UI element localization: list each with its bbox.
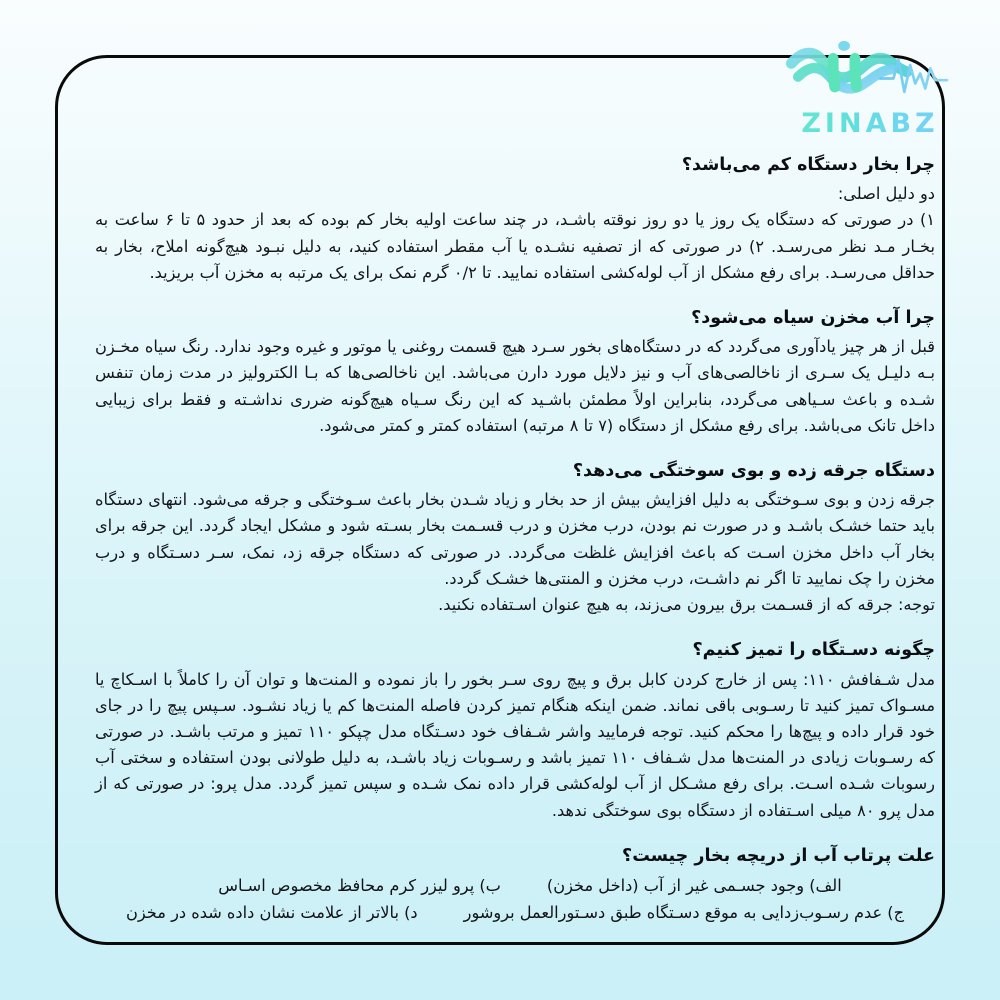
faq-heading: چرا آب مخزن سیاه می‌شود؟ — [691, 308, 935, 329]
faq-section-low-steam — [95, 152, 935, 286]
quiz-option-be[interactable]: ب) پرو لیزر کرم محافظ مخصوص اسـاس — [218, 876, 501, 896]
faq-body — [95, 487, 935, 618]
faq-section-black-water — [95, 305, 935, 439]
faq-heading: چگونه دسـتگاه را تمیز کنیم؟ — [692, 640, 935, 661]
quiz-section — [95, 843, 935, 927]
brand-wordmark: ZINABZ — [775, 110, 965, 137]
dna-ribbon-ecg-icon — [785, 40, 955, 112]
faq-section-spark-burning-smell — [95, 458, 935, 618]
faq-body-text: جرقه زدن و بوی سـوختگی به دلیل افزایش بیش از حد بخار و زیاد شـدن بخار باعث سـوختگی و جرقه می‌شود. انتهای دستگاه باید حتما خشـک باشـد و در صورت نم بودن، درب مخزن و درب قسـمت بخار بسـته شود و مشکل ایجاد گردد. این جرقه برای بخار آب داخل مخزن اسـت که باعث افزایش غلظت می‌گردد. در صورتی که دستگاه جرقه زد، نمک، سـر دسـتگاه و درب مخزن را چک نمایید تا اگر نم داشـت، درب مخزن و المنتی‌ها خشـک گردد. — [95, 490, 935, 588]
quiz-options — [95, 872, 935, 926]
quiz-option-alef[interactable]: الف) وجود جسـمی غیر از آب (داخل مخزن) — [546, 876, 842, 896]
faq-body-text: قبل از هر چیز یادآوری می‌گردد که در دستگاه‌های بخور سـرد هیچ قسمت روغنی یا موتور و غیره وجود ندارد. رنگ سیاه مخـزن بـه دلیـل یک سـری از ناخالصی‌های آب و نیز دلایل مورد دارن می‌باشد. این ناخالصی‌ها که بـا الکترولیز در مدت زمان تنفس شـده و باعث سـیاهی می‌گردد، بنابراین اولاً مطمئن باشـید که این رنگ سـیاه هیچ‌گونه ضرری نداشـته و فقط برای زیبایی داخل تانک می‌باشد. برای رفع مشکل از دستگاه (۷ تا ۸ مرتبه) استفاده کمتر و کمتر می‌شود. — [95, 337, 935, 435]
quiz-options-row — [95, 872, 935, 899]
faq-body — [95, 181, 935, 286]
quiz-options-row — [95, 899, 935, 926]
quiz-heading: علت پرتاب آب از دریچه بخار چیست؟ — [622, 845, 935, 866]
quiz-option-jim[interactable]: ج) عدم رسـوب‌زدایی به موقع دسـتگاه طبق دسـتورالعمل بروشور — [463, 903, 905, 923]
faq-note: توجه: جرقه که از قسـمت برق بیرون می‌زند، به هیچ عنوان اسـتفاده نکنید. — [438, 595, 935, 615]
faq-content — [95, 152, 935, 927]
faq-heading: چرا بخار دستگاه کم می‌باشد؟ — [681, 155, 935, 175]
faq-body-text: مدل شـفافش ۱۱۰: پس از خارج کردن کابل برق و پیچ روی سـر بخور را باز نموده و المنت‌ها و توان آن را کاملاً با اسـکاچ یا مسـواک تمیز کنید تا رسـوبی باقی نماند. ضمن اینکه هنگام تمیز کردن فاصله المنت‌ها کم یا زیاد نشـود. سـپس پیچ را در جای خود قرار داده و پیچ‌ها را محکم کنید. توجه فرمایید واشر شـفاف خود دسـتگاه مدل چپکو ۱۱۰ تمیز و مرتب باشـد. در صورتی که رسـوبات زیادی در المنت‌ها مدل شـفاف ۱۱۰ تمیز باشد و رسـوبات زیاد باشـد، به دلیل طولانی بودن استفاده و سختی آب رسوبات شـده اسـت. برای رفع مشـکل از آب لوله‌کشی قرار داده نمک شـده و سپس تمیز گردد. مدل پرو: در صورتی که از مدل پرو ۸۰ میلی اسـتفاده از دستگاه بوی سوختگی ندهد. — [95, 669, 935, 820]
faq-body-text: ۱) در صورتی که دستگاه یک روز یا دو روز نوقته باشـد، در چند ساعت اولیه بخار کم بوده که بعد از حدود ۵ تا ۶ ساعت به بخـار مـد نظر می‌رسـد. ۲) در صورتی که از تصفیه نشـده یا آب مقطر استفاده کنید، به دلیل نبـود هیچ‌گونه املاح، بخار به حداقل می‌رسـد. برای رفع مشکل از آب لوله‌کشی استفاده نمایید. تا ۰/۲ گرم نمک برای یک مرتبه به مخزن آب بریزید. — [95, 210, 935, 282]
faq-section-how-to-clean — [95, 637, 935, 824]
brand-logo — [775, 40, 965, 155]
faq-lead: دو دلیل اصلی: — [837, 184, 935, 204]
faq-heading: دستگاه جرقه زده و بوی سوختگی می‌دهد؟ — [572, 461, 935, 482]
quiz-option-dal[interactable]: د) بالاتر از علامت نشان داده شده در مخزن — [125, 903, 418, 923]
faq-body — [95, 334, 935, 439]
faq-body — [95, 667, 935, 824]
